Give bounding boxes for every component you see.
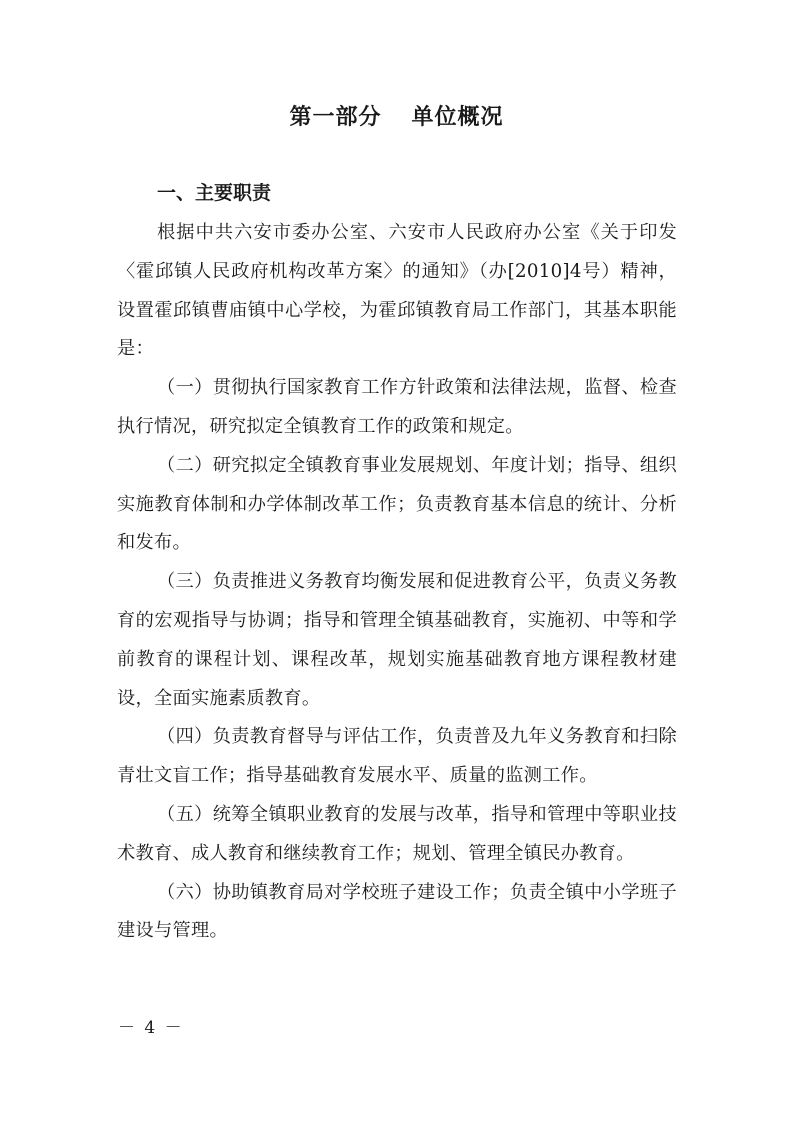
part-name: 单位概况 <box>411 105 504 130</box>
paragraph-intro: 根据中共六安市委办公室、六安市人民政府办公室《关于印发〈霍邱镇人民政府机构改革方案〉的通知》（办[2010]4号）精神，设置霍邱镇曹庙镇中心学校，为霍邱镇教育局工作部门，其基本职能是： <box>117 222 677 360</box>
page-number: － 4 － <box>118 1018 184 1038</box>
paragraph-duty-6: （六）协助镇教育局对学校班子建设工作；负责全镇中小学班子建设与管理。 <box>117 881 677 942</box>
paragraph-duty-5: （五）统筹全镇职业教育的发展与改革，指导和管理中等职业技术教育、成人教育和继续教育工作；规划、管理全镇民办教育。 <box>117 803 677 864</box>
paragraph-duty-3: （三）负责推进义务教育均衡发展和促进教育公平，负责义务教育的宏观指导与协调；指导和管理全镇基础教育，实施初、中等和学前教育的课程计划、课程改革，规划实施基础教育地方课程教材建设，全面实施素质教育。 <box>117 571 677 709</box>
body-text <box>117 214 677 951</box>
part-label: 第一部分 <box>289 105 382 130</box>
page-title <box>0 101 793 135</box>
paragraph-duty-2: （二）研究拟定全镇教育事业发展规划、年度计划；指导、组织实施教育体制和办学体制改革工作；负责教育基本信息的统计、分析和发布。 <box>117 454 677 554</box>
section-heading: 一、主要职责 <box>157 182 272 204</box>
paragraph-duty-4: （四）负责教育督导与评估工作，负责普及九年义务教育和扫除青壮文盲工作；指导基础教育发展水平、质量的监测工作。 <box>117 726 677 787</box>
paragraph-duty-1: （一）贯彻执行国家教育工作方针政策和法律法规，监督、检查执行情况，研究拟定全镇教育工作的政策和规定。 <box>117 377 677 437</box>
